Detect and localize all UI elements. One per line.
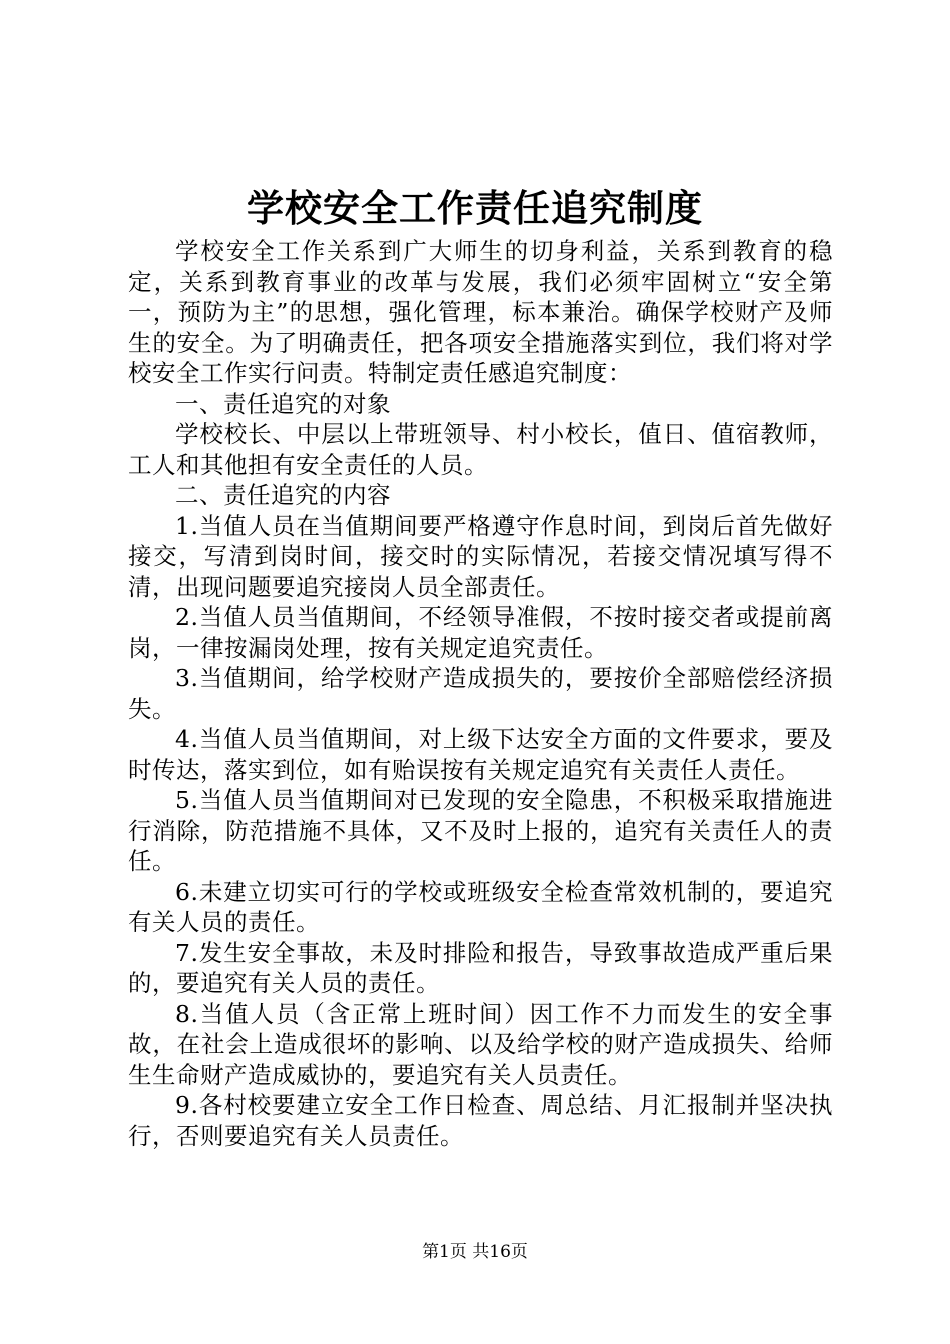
section-heading-1: 一、责任追究的对象 [175, 389, 391, 418]
list-item: 5.当值人员当值期间对已发现的安全隐患，不积极采取措施进行消除，防范措施不具体，又不及时上报的，追究有关责任人的责任。 [128, 786, 833, 875]
list-item: 1.当值人员在当值期间要严格遵守作息时间，到岗后首先做好接交，写清到岗时间，接交时的实际情况，若接交情况填写得不清，出现问题要追究接岗人员全部责任。 [128, 511, 833, 601]
list-item: 7.发生安全事故，未及时排险和报告，导致事故造成严重后果的，要追究有关人员的责任。 [128, 938, 833, 997]
page-number-footer: 第1页 共16页 [422, 1242, 528, 1262]
list-item: 3.当值期间，给学校财产造成损失的，要按价全部赔偿经济损失。 [128, 664, 833, 723]
paragraph: 学校校长、中层以上带班领导、村小校长，值日、值宿教师，工人和其他担有安全责任的人员。 [128, 420, 833, 479]
list-item: 8.当值人员（含正常上班时间）因工作不力而发生的安全事故，在社会上造成很坏的影响、以及给学校的财产造成损失、给师生生命财产造成威协的，要追究有关人员责任。 [128, 999, 833, 1089]
section-heading-2: 二、责任追究的内容 [175, 481, 391, 509]
document-title: 学校安全工作责任追究制度 [247, 186, 703, 230]
list-item: 6.未建立切实可行的学校或班级安全检查常效机制的，要追究有关人员的责任。 [128, 877, 833, 936]
intro-paragraph: 学校安全工作关系到广大师生的切身利益，关系到教育的稳定，关系到教育事业的改革与发展，我们必须牢固树立“安全第一，预防为主”的思想，强化管理，标本兼治。确保学校财产及师生的安全。为了明确责任，把各项安全措施落实到位，我们将对学校安全工作实行问责。特制定责任感追究制度： [128, 237, 833, 387]
list-item: 4.当值人员当值期间，对上级下达安全方面的文件要求，要及时传达，落实到位，如有贻误按有关规定追究有关责任人责任。 [128, 725, 833, 784]
document-body [128, 236, 833, 1151]
list-item: 2.当值人员当值期间，不经领导准假，不按时接交者或提前离岗，一律按漏岗处理，按有关规定追究责任。 [128, 603, 833, 662]
list-item: 9.各村校要建立安全工作日检查、周总结、月汇报制并坚决执行，否则要追究有关人员责任。 [128, 1091, 833, 1150]
